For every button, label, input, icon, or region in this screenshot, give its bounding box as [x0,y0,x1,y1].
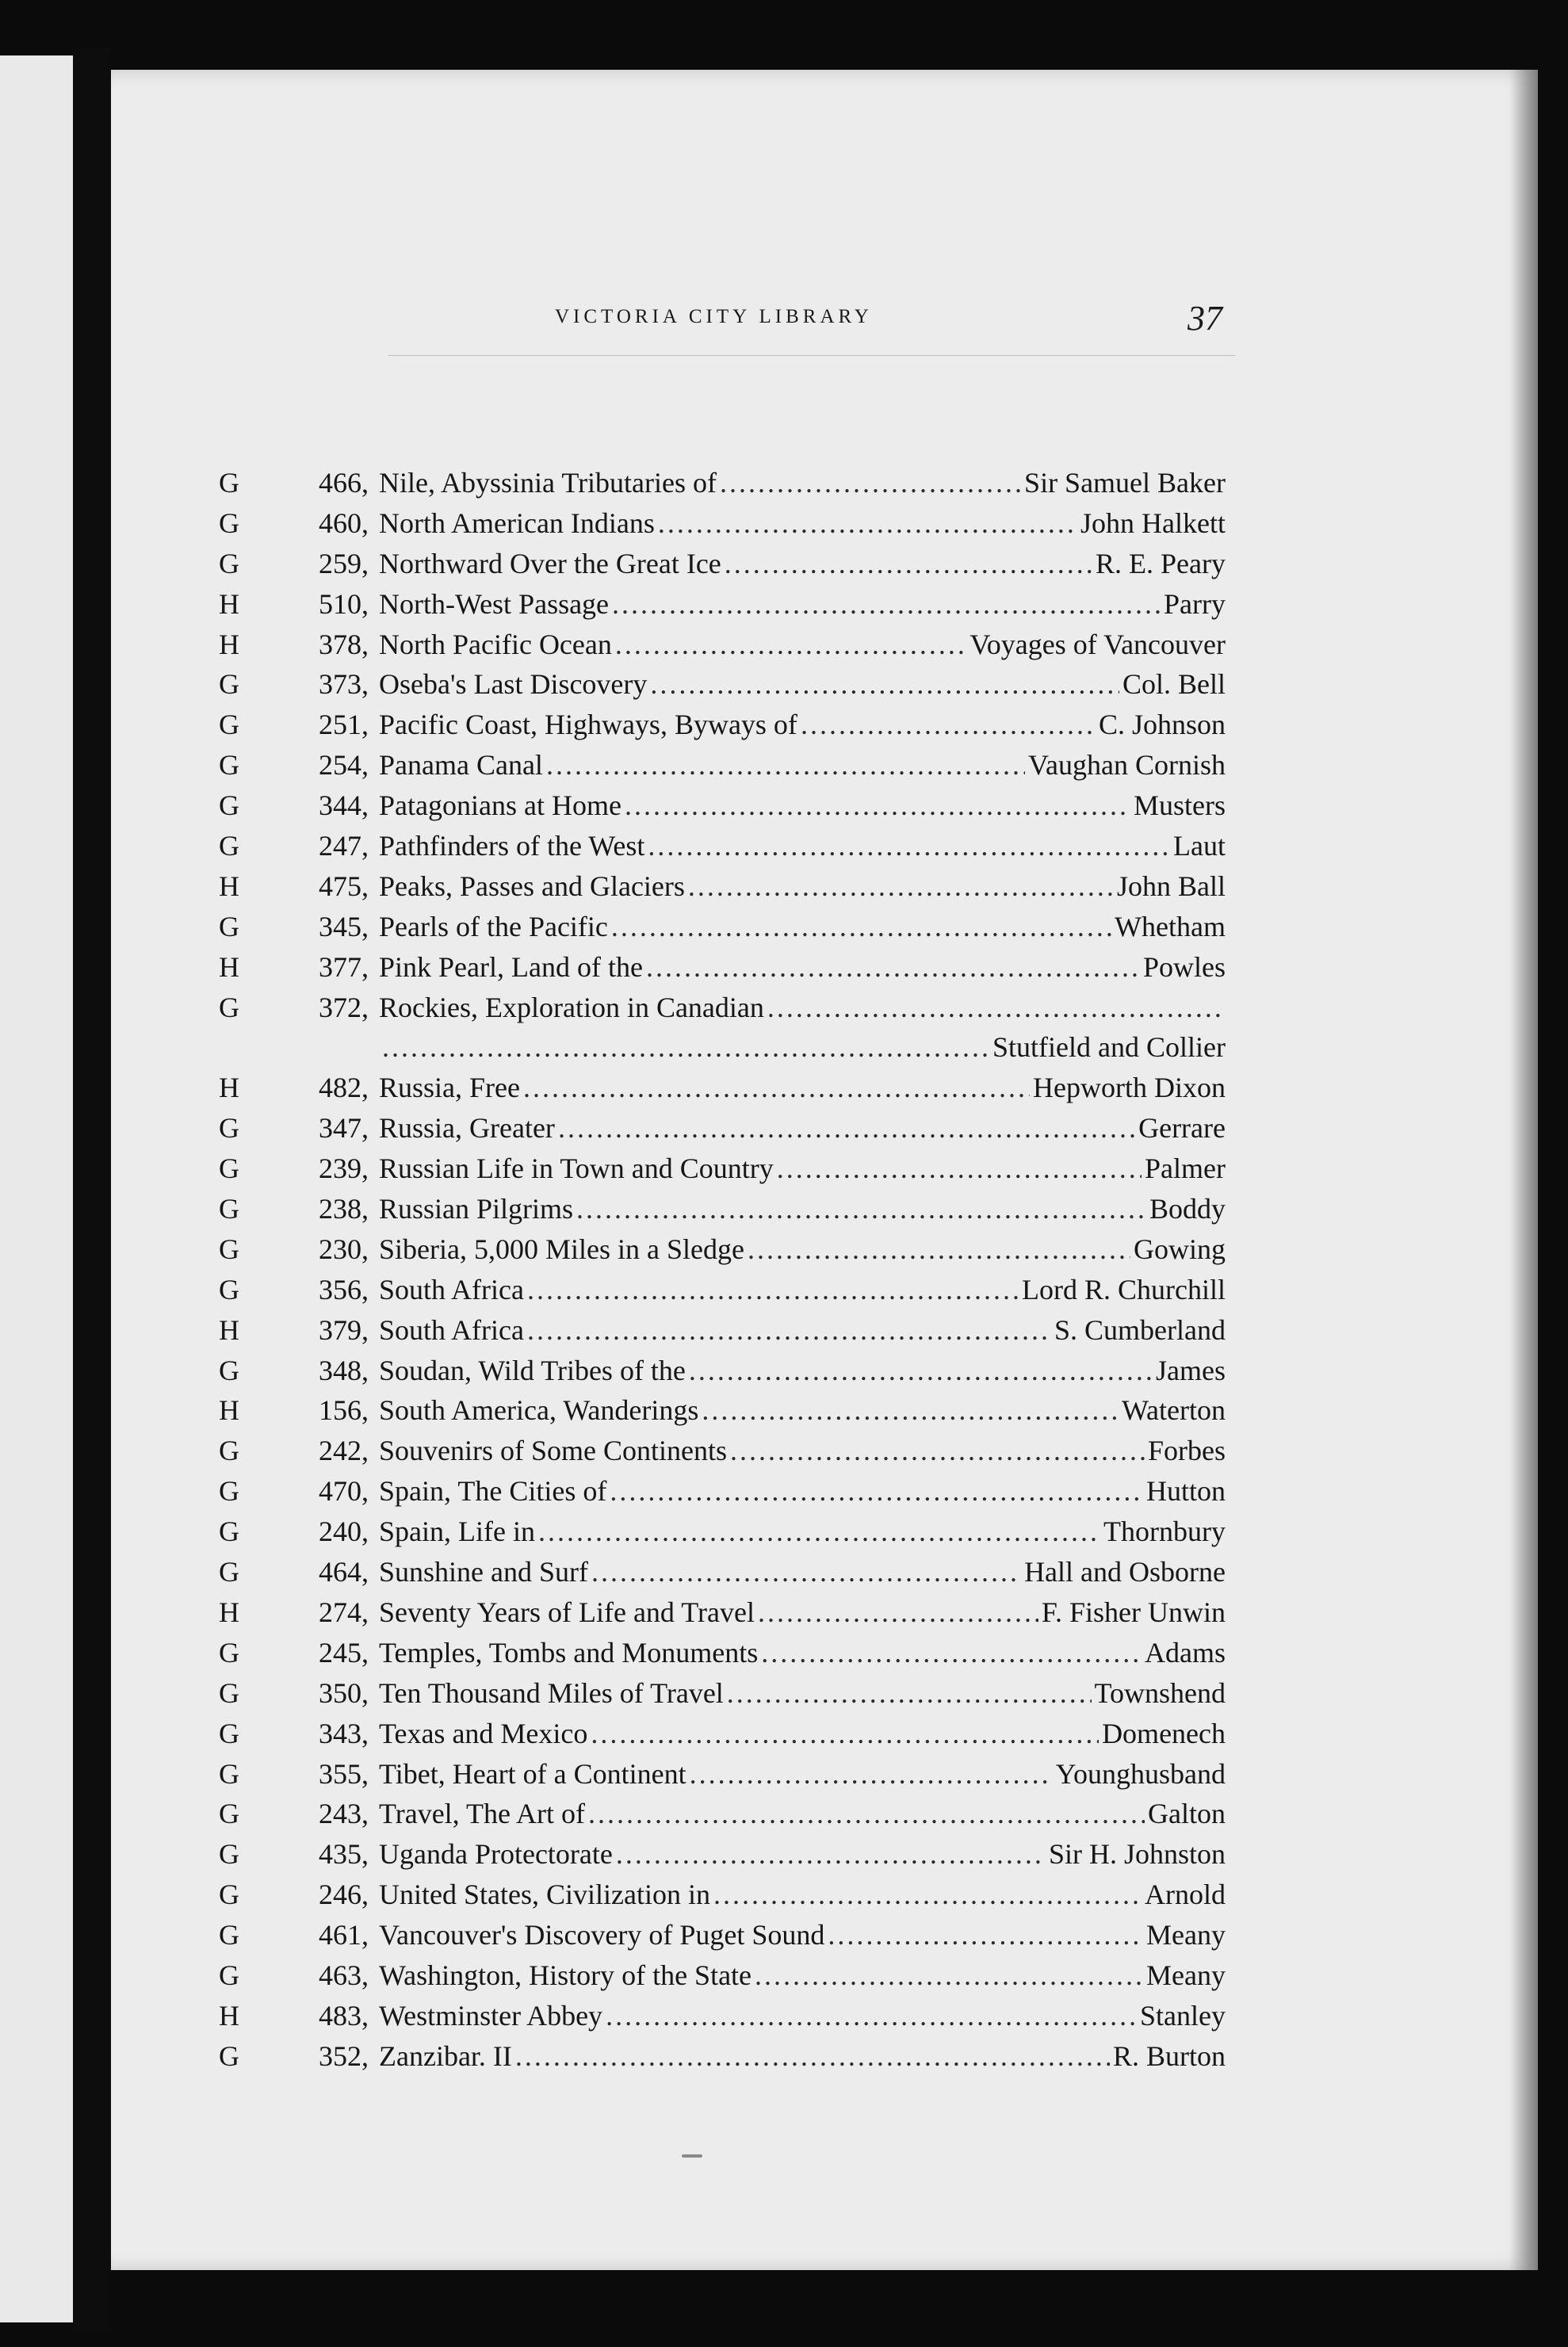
entry-title: Washington, History of the State [379,1959,752,1991]
entry-body [379,584,1226,624]
entry-class-code: H [219,1394,239,1427]
entry-body [379,1794,1226,1833]
entry-title: Pink Pearl, Land of the [379,950,643,983]
entry-author: Meany [1146,1919,1226,1951]
dot-leader [612,584,1161,624]
entry-number: 347, [319,1112,369,1145]
catalog-entry [111,745,1538,786]
entry-class-code: G [219,2039,239,2072]
dot-leader [713,1875,1142,1914]
catalog-entry [111,584,1538,625]
entry-title: Sunshine and Surf [379,1556,588,1588]
entry-number: 156, [319,1394,369,1427]
dot-leader [606,1996,1137,2035]
entry-title: Spain, Life in [379,1516,535,1548]
catalog-entry [111,1471,1538,1512]
catalog-entry [111,1794,1538,1834]
entry-class-code: G [219,1193,239,1225]
catalog-entry [111,1229,1538,1270]
catalog-entry [111,1390,1538,1431]
entry-author: Parry [1164,587,1226,620]
entry-author: John Halkett [1080,506,1226,539]
catalog-entry [111,826,1538,866]
entry-number: 274, [319,1596,369,1628]
entry-author: C. Johnson [1098,709,1226,741]
catalog-entry [111,988,1538,1028]
entry-title: Panama Canal [379,749,543,782]
entry-body [379,1915,1226,1955]
entry-number: 348, [319,1354,369,1386]
entry-author: Lord R. Churchill [1022,1273,1226,1305]
entry-body [379,1108,1226,1148]
entry-class-code: G [219,506,239,539]
catalog-entry [111,2036,1538,2077]
dot-leader [616,1834,1046,1874]
catalog-entry [111,1754,1538,1795]
running-head: VICTORIA CITY LIBRARY [555,306,873,327]
entry-author: Sir Samuel Baker [1024,467,1226,499]
entry-body [379,1229,1226,1269]
dot-leader [658,503,1077,543]
entry-author: Musters [1134,789,1226,822]
entry-author: Forbes [1148,1435,1226,1467]
entry-body [379,625,1226,664]
entry-class-code: G [219,1475,239,1508]
entry-class-code: H [219,1072,239,1104]
entry-title: Souvenirs of Some Continents [379,1435,727,1467]
catalog-entry [111,1552,1538,1592]
entry-body [379,705,1226,744]
entry-number: 344, [319,789,369,822]
entry-body [379,826,1226,866]
catalog-entry [111,664,1538,705]
entry-class-code: G [219,1636,239,1669]
entry-body [379,1996,1226,2035]
entry-author: Voyages of Vancouver [969,628,1226,660]
catalog-entry [111,1996,1538,2036]
dot-leader [538,1512,1100,1551]
entry-number: 343, [319,1717,369,1749]
entry-author: Stutfield and Collier [992,1031,1226,1064]
catalog-entries [111,463,1538,2077]
entry-class-code: G [219,1556,239,1588]
entry-number: 461, [319,1919,369,1951]
header-rule [388,355,1235,356]
entry-title: Pearls of the Pacific [379,910,608,942]
entry-class-code: G [219,1798,239,1830]
entry-body [379,1834,1226,1874]
entry-number: 464, [319,1556,369,1588]
entry-class-code: G [219,1435,239,1467]
entry-class-code: G [219,789,239,822]
entry-title: Temples, Tombs and Monuments [379,1636,759,1669]
entry-number: 483, [319,1999,369,2032]
entry-title: Travel, The Art of [379,1798,585,1830]
catalog-entry [111,463,1538,503]
dot-leader [720,463,1021,503]
entry-body [379,1310,1226,1350]
entry-author: Younghusband [1055,1757,1226,1790]
entry-number: 246, [319,1879,369,1911]
entry-body [379,1754,1226,1794]
entry-number: 247, [319,830,369,862]
entry-class-code: H [219,870,239,902]
left-page-edge [0,55,73,2322]
entry-author: S. Cumberland [1054,1313,1226,1346]
dot-leader [727,1673,1092,1713]
entry-class-code: G [219,1717,239,1749]
entry-title: Northward Over the Great Ice [379,547,721,579]
entry-class-code: G [219,1676,239,1709]
entry-number: 463, [319,1959,369,1991]
entry-author: Townshend [1094,1676,1226,1709]
entry-body [379,1270,1226,1309]
entry-title: South America, Wanderings [379,1394,699,1427]
dot-leader [615,625,967,664]
dot-leader [591,1552,1021,1592]
entry-body [379,664,1226,704]
entry-number: 242, [319,1435,369,1467]
dot-leader [688,866,1114,906]
entry-class-code: G [219,1152,239,1185]
dot-leader [801,705,1096,744]
entry-class-code: G [219,467,239,499]
entry-number: 240, [319,1516,369,1548]
entry-body [379,1189,1226,1229]
entry-title: United States, Civilization in [379,1879,710,1911]
page-header [111,301,1538,349]
entry-number: 350, [319,1676,369,1709]
entry-body [379,1552,1226,1592]
entry-title: Pacific Coast, Highways, Byways of [379,709,797,741]
entry-author: Sir H. Johnston [1048,1838,1226,1871]
entry-title: Oseba's Last Discovery [379,668,648,701]
entry-title: Tibet, Heart of a Continent [379,1757,686,1790]
dot-leader [523,1068,1030,1107]
catalog-entry [111,705,1538,745]
entry-author: Gerrare [1138,1112,1226,1145]
entry-number: 243, [319,1798,369,1830]
entry-body [379,1955,1226,1995]
dot-leader [650,664,1119,704]
catalog-entry [111,1027,1538,1068]
entry-body [379,1027,1226,1067]
catalog-entry [111,1189,1538,1229]
entry-body [379,866,1226,906]
entry-body [379,1592,1226,1632]
entry-body [379,503,1226,543]
entry-body [379,786,1226,825]
entry-body [379,1068,1226,1107]
entry-number: 482, [319,1072,369,1104]
dot-leader [725,544,1092,583]
entry-number: 355, [319,1757,369,1790]
entry-author: F. Fisher Unwin [1041,1596,1226,1628]
dot-leader [648,826,1170,866]
entry-author: Arnold [1145,1879,1226,1911]
catalog-entry [111,907,1538,947]
entry-number: 510, [319,587,369,620]
dot-leader [625,786,1130,825]
entry-body [379,1875,1226,1914]
entry-title: North American Indians [379,506,655,539]
entry-class-code: G [219,1757,239,1790]
catalog-entry [111,1955,1538,1996]
ink-smudge [682,2154,702,2158]
entry-title: North-West Passage [379,587,610,620]
entry-title: South Africa [379,1313,524,1346]
catalog-entry [111,544,1538,584]
entry-author: Col. Bell [1122,668,1226,701]
entry-body [379,1149,1226,1188]
entry-class-code: H [219,587,239,620]
entry-class-code: G [219,1516,239,1548]
catalog-entry [111,1714,1538,1754]
entry-number: 239, [319,1152,369,1185]
entry-body [379,988,1226,1027]
entry-author: Hepworth Dixon [1033,1072,1226,1104]
entry-class-code: G [219,1959,239,1991]
entry-number: 373, [319,668,369,701]
book-gutter [73,48,111,2330]
catalog-entry [111,1915,1538,1955]
entry-number: 377, [319,950,369,983]
entry-title: Soudan, Wild Tribes of the [379,1354,686,1386]
dot-leader [527,1310,1051,1350]
catalog-entry [111,1108,1538,1149]
entry-number: 345, [319,910,369,942]
dot-leader [748,1229,1130,1269]
dot-leader [767,988,1222,1027]
entry-body [379,463,1226,503]
catalog-entry [111,1834,1538,1875]
dot-leader [755,1955,1143,1995]
catalog-entry [111,1310,1538,1351]
entry-class-code: G [219,1354,239,1386]
entry-class-code: H [219,1596,239,1628]
entry-author: Adams [1145,1636,1226,1669]
dot-leader [588,1794,1145,1833]
dot-leader [702,1390,1119,1430]
entry-title: Seventy Years of Life and Travel [379,1596,755,1628]
entry-class-code: H [219,1999,239,2032]
entry-title: Siberia, 5,000 Miles in a Sledge [379,1233,744,1265]
entry-title: Spain, The Cities of [379,1475,607,1508]
entry-number: 352, [319,2039,369,2072]
entry-number: 470, [319,1475,369,1508]
entry-body [379,907,1226,946]
entry-title: Westminster Abbey [379,1999,603,2032]
dot-leader [515,2036,1110,2076]
entry-title: Pathfinders of the West [379,830,645,862]
entry-title: Russia, Free [379,1072,520,1104]
entry-class-code: G [219,991,239,1023]
entry-title: Nile, Abyssinia Tributaries of [379,467,717,499]
dot-leader [382,1027,989,1067]
dot-leader [610,1471,1143,1511]
entry-class-code: H [219,950,239,983]
entry-title: Patagonians at Home [379,789,621,822]
catalog-entry [111,503,1538,544]
entry-author: Whetham [1115,910,1226,942]
entry-author: Galton [1148,1798,1226,1830]
entry-body [379,1431,1226,1470]
entry-number: 230, [319,1233,369,1265]
catalog-entry [111,786,1538,826]
entry-author: R. Burton [1112,2039,1226,2072]
entry-number: 379, [319,1313,369,1346]
dot-leader [761,1633,1142,1672]
entry-number: 466, [319,467,369,499]
entry-title: Russian Pilgrims [379,1193,574,1225]
entry-number: 475, [319,870,369,902]
dot-leader [576,1189,1146,1229]
catalog-entry [111,1068,1538,1108]
entry-author: Stanley [1140,1999,1226,2032]
dot-leader [611,907,1111,946]
catalog-entry [111,1592,1538,1633]
entry-title: Ten Thousand Miles of Travel [379,1676,724,1709]
entry-body [379,1471,1226,1511]
entry-class-code: G [219,1233,239,1265]
dot-leader [828,1915,1143,1955]
entry-class-code: H [219,628,239,660]
entry-class-code: H [219,1313,239,1346]
entry-author: John Ball [1116,870,1226,902]
catalog-entry [111,1351,1538,1391]
entry-title: North Pacific Ocean [379,628,612,660]
entry-title: Rockies, Exploration in Canadian [379,991,764,1023]
entry-number: 435, [319,1838,369,1871]
entry-title: Russian Life in Town and Country [379,1152,774,1185]
entry-number: 372, [319,991,369,1023]
entry-class-code: G [219,749,239,782]
entry-author: Domenech [1102,1717,1226,1749]
dot-leader [646,947,1140,987]
dot-leader [730,1431,1145,1470]
entry-body [379,1673,1226,1713]
entry-body [379,1512,1226,1551]
entry-number: 259, [319,547,369,579]
dot-leader [591,1714,1099,1753]
entry-author: Meany [1146,1959,1226,1991]
entry-author: Thornbury [1103,1516,1226,1548]
dot-leader [546,745,1025,785]
entry-class-code: G [219,910,239,942]
catalog-page [111,70,1538,2270]
entry-title: Texas and Mexico [379,1717,588,1749]
dot-leader [558,1108,1135,1148]
catalog-entry [111,1149,1538,1189]
entry-author: Hall and Osborne [1024,1556,1226,1588]
entry-class-code: G [219,830,239,862]
catalog-entry [111,1512,1538,1552]
page-number: 37 [1187,299,1222,338]
dot-leader [527,1270,1019,1309]
catalog-entry [111,866,1538,907]
entry-body [379,1714,1226,1753]
entry-class-code: G [219,1919,239,1951]
entry-body [379,2036,1226,2076]
entry-author: Palmer [1145,1152,1226,1185]
entry-class-code: G [219,547,239,579]
entry-class-code: G [219,668,239,701]
entry-number: 460, [319,506,369,539]
entry-author: Powles [1142,950,1226,983]
entry-author: Waterton [1121,1394,1226,1427]
catalog-entry [111,1875,1538,1915]
catalog-entry [111,1431,1538,1471]
dot-leader [758,1592,1038,1632]
entry-title: South Africa [379,1273,524,1305]
entry-body [379,745,1226,785]
entry-author: Laut [1173,830,1226,862]
catalog-entry [111,625,1538,665]
entry-title: Zanzibar. II [379,2039,512,2072]
entry-title: Uganda Protectorate [379,1838,613,1871]
entry-author: Hutton [1145,1475,1226,1508]
entry-number: 238, [319,1193,369,1225]
entry-body [379,544,1226,583]
entry-number: 378, [319,628,369,660]
entry-title: Russia, Greater [379,1112,555,1145]
catalog-entry [111,947,1538,988]
entry-class-code: G [219,709,239,741]
entry-class-code: G [219,1838,239,1871]
entry-title: Vancouver's Discovery of Puget Sound [379,1919,825,1951]
entry-class-code: G [219,1879,239,1911]
entry-number: 254, [319,749,369,782]
dot-leader [777,1149,1142,1188]
entry-body [379,947,1226,987]
dot-leader [690,1754,1053,1794]
entry-body [379,1633,1226,1672]
entry-class-code: G [219,1112,239,1145]
entry-number: 356, [319,1273,369,1305]
entry-author: James [1156,1354,1226,1386]
entry-class-code: G [219,1273,239,1305]
entry-body [379,1390,1226,1430]
entry-number: 251, [319,709,369,741]
catalog-entry [111,1673,1538,1714]
catalog-entry [111,1633,1538,1673]
entry-body [379,1351,1226,1390]
entry-author: Gowing [1134,1233,1226,1265]
catalog-entry [111,1270,1538,1310]
entry-number: 245, [319,1636,369,1669]
dot-leader [689,1351,1153,1390]
entry-author: Vaughan Cornish [1028,749,1226,782]
entry-author: Boddy [1149,1193,1226,1225]
entry-author: R. E. Peary [1096,547,1226,579]
entry-title: Peaks, Passes and Glaciers [379,870,685,902]
